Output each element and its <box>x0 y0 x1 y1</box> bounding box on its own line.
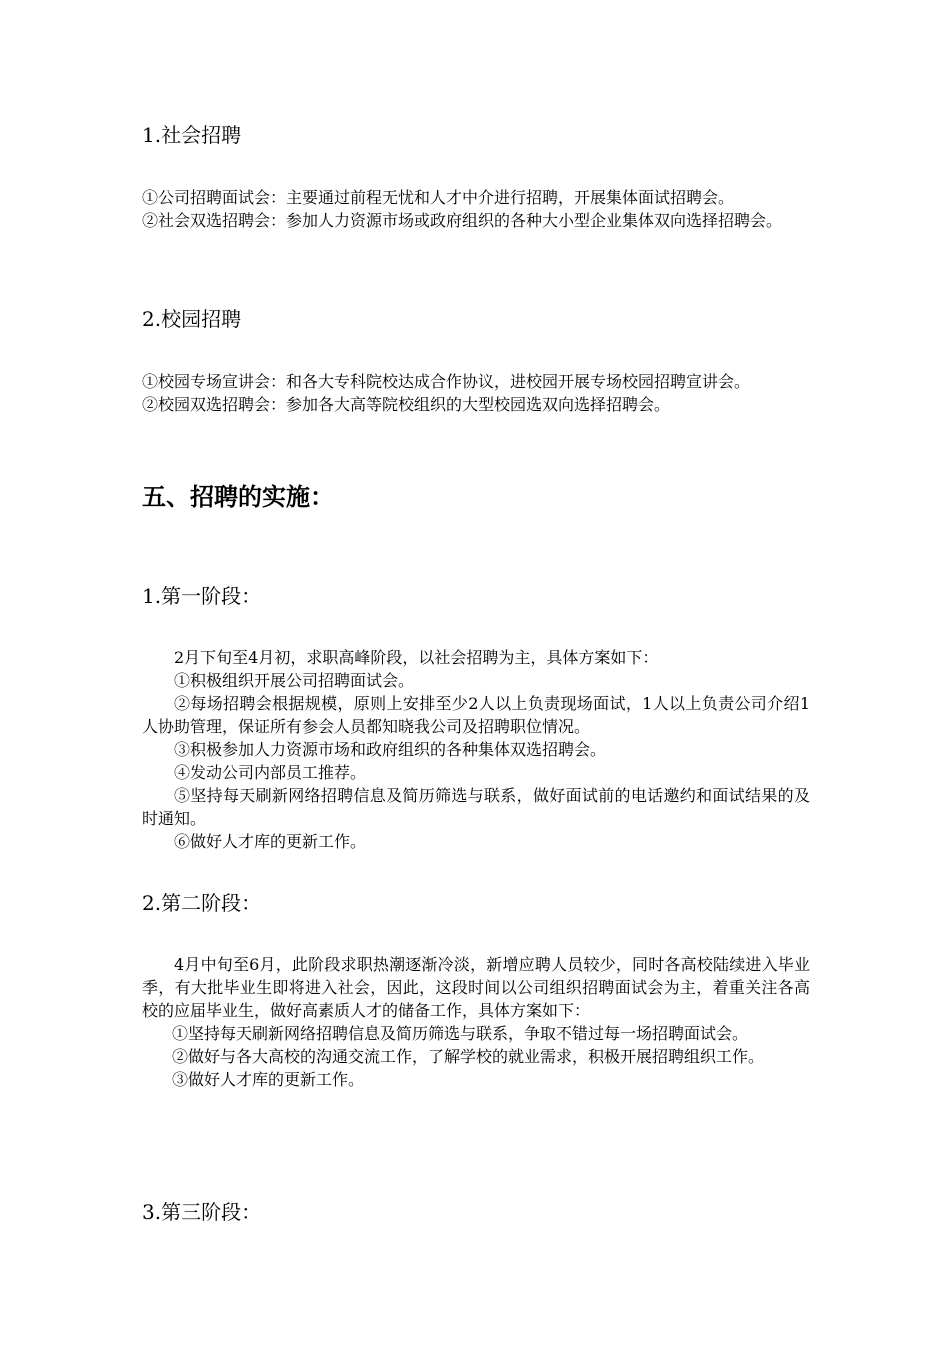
list-item: ⑤坚持每天刷新网络招聘信息及简历筛选与联系，做好面试前的电话邀约和面试结果的及时通知。 <box>142 786 810 828</box>
stage1-intro: 2月下旬至4月初，求职高峰阶段，以社会招聘为主，具体方案如下： <box>174 648 659 667</box>
social-recruitment-list <box>142 186 810 232</box>
stage2-content <box>142 953 810 1091</box>
list-item: ⑥做好人才库的更新工作。 <box>174 832 367 851</box>
list-item: ①积极组织开展公司招聘面试会。 <box>174 671 415 690</box>
stage1-heading: 1.第一阶段： <box>142 584 262 608</box>
section-heading-campus-recruitment: 2.校园招聘 <box>142 307 242 331</box>
stage2-intro: 4月中旬至6月，此阶段求职热潮逐渐冷淡，新增应聘人员较少，同时各高校陆续进入毕业季，有大批毕业生即将进入社会，因此，这段时间以公司组织招聘面试会为主，着重关注各高校的应届毕业生，做好高素质人才的储备工作，具体方案如下： <box>142 955 810 1020</box>
list-item: ③积极参加人力资源市场和政府组织的各种集体双选招聘会。 <box>174 740 607 759</box>
list-item: ②做好与各大高校的沟通交流工作，了解学校的就业需求，积极开展招聘组织工作。 <box>172 1047 765 1066</box>
stage3-heading: 3.第三阶段： <box>142 1200 262 1224</box>
list-item: ①公司招聘面试会：主要通过前程无忧和人才中介进行招聘，开展集体面试招聘会。 <box>142 188 735 207</box>
campus-recruitment-list <box>142 370 810 416</box>
stage2-heading: 2.第二阶段： <box>142 891 262 915</box>
list-item: ①坚持每天刷新网络招聘信息及简历筛选与联系，争取不错过每一场招聘面试会。 <box>172 1024 749 1043</box>
stage1-content <box>142 646 810 853</box>
list-item: ④发动公司内部员工推荐。 <box>174 763 367 782</box>
chapter-title: 五、招聘的实施： <box>142 482 334 511</box>
list-item: ②每场招聘会根据规模，原则上安排至少2人以上负责现场面试，1人以上负责公司介绍1人协助管理，保证所有参会人员都知晓我公司及招聘职位情况。 <box>142 694 810 736</box>
list-item: ③做好人才库的更新工作。 <box>172 1070 365 1089</box>
list-item: ②校园双选招聘会：参加各大高等院校组织的大型校园选双向选择招聘会。 <box>142 395 671 414</box>
section-heading-social-recruitment: 1.社会招聘 <box>142 123 242 147</box>
list-item: ②社会双选招聘会：参加人力资源市场或政府组织的各种大小型企业集体双向选择招聘会。 <box>142 211 783 230</box>
list-item: ①校园专场宣讲会：和各大专科院校达成合作协议，进校园开展专场校园招聘宣讲会。 <box>142 372 751 391</box>
